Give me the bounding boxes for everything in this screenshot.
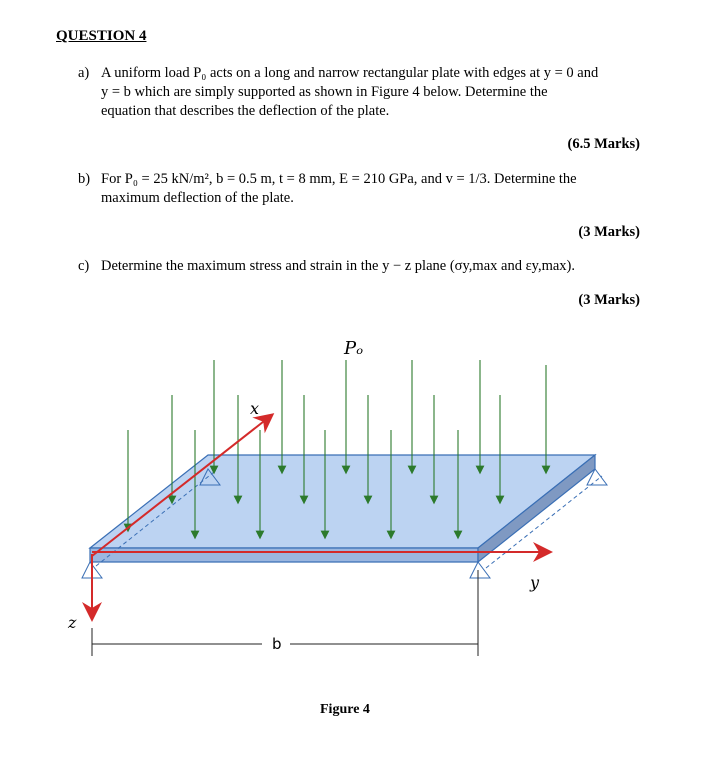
question-heading: QUESTION 4	[56, 28, 147, 44]
part-b-label: b)	[78, 171, 91, 187]
part-a-text	[101, 64, 598, 121]
load-label: Pₒ	[344, 338, 364, 359]
figure-caption: Figure 4	[320, 702, 370, 717]
width-label: b	[272, 635, 282, 653]
part-b	[78, 170, 678, 210]
part-a-label: a)	[78, 65, 90, 81]
support-right-front	[470, 562, 490, 578]
part-c-label: c)	[78, 258, 90, 274]
part-a-line-3: equation that describes the deflection of the plate.	[101, 103, 390, 119]
plate-front-face	[90, 548, 478, 562]
part-a-marks: (6.5 Marks)	[567, 136, 640, 152]
figure-4-diagram	[0, 320, 712, 700]
part-b-text	[101, 170, 577, 208]
z-axis-label: z	[68, 613, 77, 632]
part-a-line-2: y = b which are simply supported as shown in Figure 4 below. Determine the	[101, 84, 548, 100]
part-c-line-1: Determine the maximum stress and strain in the y − z plane (σy,max and εy,max).	[101, 258, 576, 274]
part-a-line-1: A uniform load P₀ acts on a long and narrow rectangular plate with edges at y = 0 and	[101, 65, 599, 81]
part-b-marks: (3 Marks)	[578, 224, 640, 240]
plate-top-face	[90, 455, 595, 548]
y-axis-label: y	[530, 573, 540, 592]
part-c	[78, 257, 678, 277]
part-c-marks: (3 Marks)	[578, 292, 640, 308]
part-b-line-1: For P₀ = 25 kN/m², b = 0.5 m, t = 8 mm, E = 210 GPa, and v = 1/3. Determine the	[101, 171, 577, 187]
part-b-line-2: maximum deflection of the plate.	[101, 190, 294, 206]
part-a	[78, 64, 678, 124]
x-axis-label: x	[250, 399, 260, 418]
